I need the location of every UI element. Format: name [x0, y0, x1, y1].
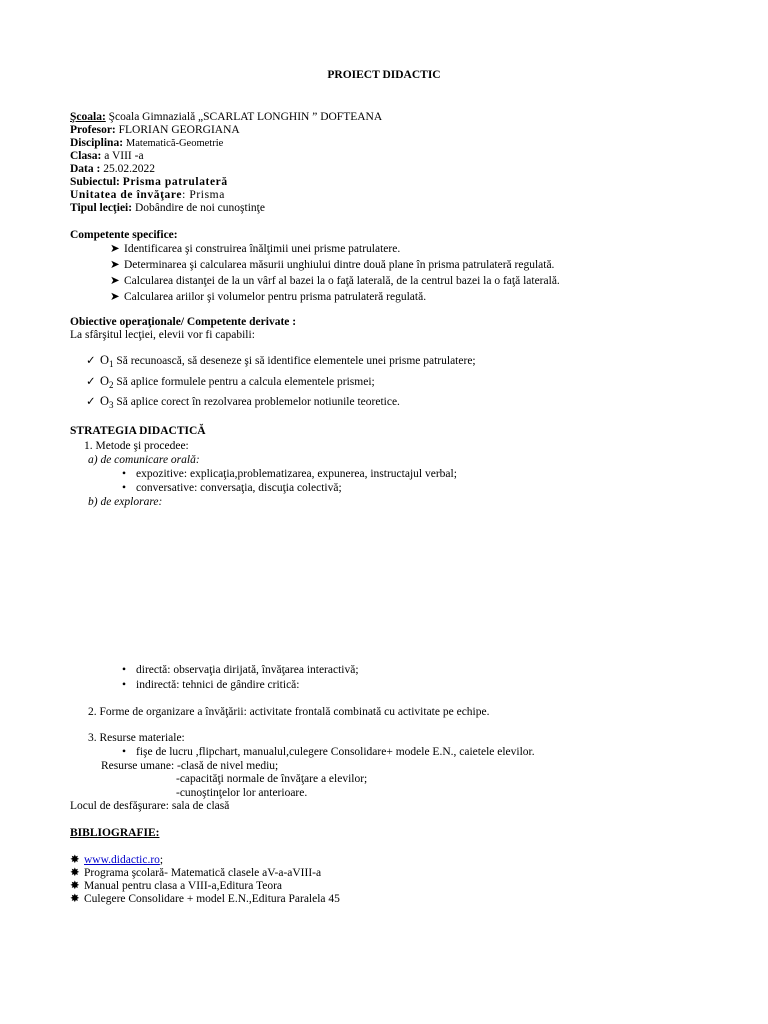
round-bullet-icon: • [122, 468, 127, 480]
objectives-heading: Obiective operaţionale/ Competente derivate : [70, 316, 297, 328]
arrowhead-bullet-icon: ➤ [110, 275, 120, 287]
unit-value: : Prisma [182, 189, 225, 201]
human-resources-1: Resurse umane: -clasă de nivel mediu; [101, 760, 279, 772]
competence-item: ➤ Determinarea şi calcularea măsurii unghiului dintre două plane în prisma patrulateră regulată. [110, 259, 555, 271]
unit-line [70, 190, 225, 202]
teacher-value: FLORIAN GEORGIANA [118, 124, 240, 136]
round-bullet-icon: • [122, 679, 127, 691]
exploration-label: b) de explorare: [88, 496, 163, 508]
forms-line: 2. Forme de organizare a învăţării: activitate frontală combinată cu activitate pe echipe. [88, 706, 490, 718]
round-bullet-icon: • [122, 482, 127, 494]
objective-item: ✓ $O_1$ Să recunoască, să deseneze şi să identifice elementele unei prisme patrulatere; [86, 353, 476, 369]
strategy-heading: STRATEGIA DIDACTICĂ [70, 425, 206, 437]
arrowhead-bullet-icon: ➤ [110, 291, 120, 303]
human-resources-3: -cunoştinţelor lor anterioare. [176, 787, 308, 799]
competences-heading: Competente specifice: [70, 229, 178, 241]
subject-line [70, 138, 223, 150]
oral-item: • conversative: conversaţia, discuţia colectivă; [122, 482, 342, 494]
checkmark-icon: ✓ [86, 376, 96, 388]
topic-label: Subiectul: [70, 176, 120, 188]
oral-item: • expozitive: explicaţia,problematizarea, expunerea, instructajul verbal; [122, 468, 457, 480]
competence-item: ➤ Calcularea distanţei de la un vârf al bazei la o faţă laterală, de la centrul bazei la o faţă laterală. [110, 275, 560, 287]
checkmark-icon: ✓ [86, 355, 96, 367]
teacher-label: Profesor: [70, 124, 116, 136]
round-bullet-icon: • [122, 664, 127, 676]
resources-item: • fişe de lucru ,flipchart, manualul,culegere Consolidare+ modele E.N., caietele elevilor. [122, 746, 535, 758]
class-label: Clasa: [70, 150, 102, 162]
bibliography-item: ✸ Culegere Consolidare + model E.N.,Editura Paralela 45 [70, 893, 340, 905]
resources-label: 3. Resurse materiale: [88, 732, 185, 744]
human-resources-2: -capacităţi normale de învăţare a elevilor; [176, 773, 368, 785]
lesson-type-line [70, 203, 265, 215]
exploration-item: • directă: observaţia dirijată, învăţarea interactivă; [122, 664, 359, 676]
school-value: Şcoala Gimnazială „SCARLAT LONGHIN ” DOFTEANA [108, 111, 383, 123]
arrowhead-bullet-icon: ➤ [110, 243, 120, 255]
page-title: PROIECT DIDACTIC [327, 69, 441, 81]
asterisk-bullet-icon: ✸ [70, 893, 80, 905]
bibliography-heading: BIBLIOGRAFIE: [70, 827, 160, 839]
bibliography-item: ✸ www.didactic.ro; [70, 854, 164, 866]
location-line: Locul de desfăşurare: sala de clasă [70, 800, 230, 812]
checkmark-icon: ✓ [86, 396, 96, 408]
didactic-link[interactable]: www.didactic.ro [84, 854, 160, 866]
asterisk-bullet-icon: ✸ [70, 867, 80, 879]
bibliography-item: ✸ Manual pentru clasa a VIII-a,Editura Teora [70, 880, 283, 892]
exploration-item: • indirectă: tehnici de gândire critică: [122, 679, 300, 691]
methods-line: 1. Metode şi procedee: [84, 440, 189, 452]
objective-item: ✓ $O_3$ Să aplice corect în rezolvarea problemelor notiunile teoretice. [86, 394, 400, 410]
topic-line [70, 177, 228, 189]
date-line [70, 164, 155, 176]
oral-label: a) de comunicare orală: [88, 454, 200, 466]
subject-label: Disciplina: [70, 137, 124, 149]
objectives-intro: La sfârşitul lecţiei, elevii vor fi capabili: [70, 329, 255, 341]
objective-item: ✓ $O_2$ Să aplice formulele pentru a calcula elementele prismei; [86, 374, 375, 390]
asterisk-bullet-icon: ✸ [70, 880, 80, 892]
asterisk-bullet-icon: ✸ [70, 854, 80, 866]
unit-label: Unitatea de învăţare [70, 189, 183, 201]
class-line [70, 151, 144, 163]
school-label: Şcoala: [70, 111, 106, 123]
date-value: 25.02.2022 [103, 163, 155, 175]
bibliography-item: ✸ Programa şcolară- Matematică clasele aV-a-aVIII-a [70, 867, 322, 879]
lesson-type-label: Tipul lecţiei: [70, 202, 133, 214]
teacher-line [70, 125, 240, 137]
round-bullet-icon: • [122, 746, 127, 758]
date-label: Data : [70, 163, 101, 175]
subject-value: Matematică-Geometrie [125, 138, 224, 149]
lesson-type-value: Dobândire de noi cunoştinţe [134, 202, 265, 214]
arrowhead-bullet-icon: ➤ [110, 259, 120, 271]
competence-item: ➤ Calcularea ariilor şi volumelor pentru prisma patrulateră regulată. [110, 291, 427, 303]
competence-item: ➤ Identificarea şi construirea înălţimii unei prisme patrulatere. [110, 243, 401, 255]
class-value: a VIII -a [104, 150, 144, 162]
topic-value: Prisma patrulateră [122, 176, 228, 188]
school-line [70, 112, 382, 124]
